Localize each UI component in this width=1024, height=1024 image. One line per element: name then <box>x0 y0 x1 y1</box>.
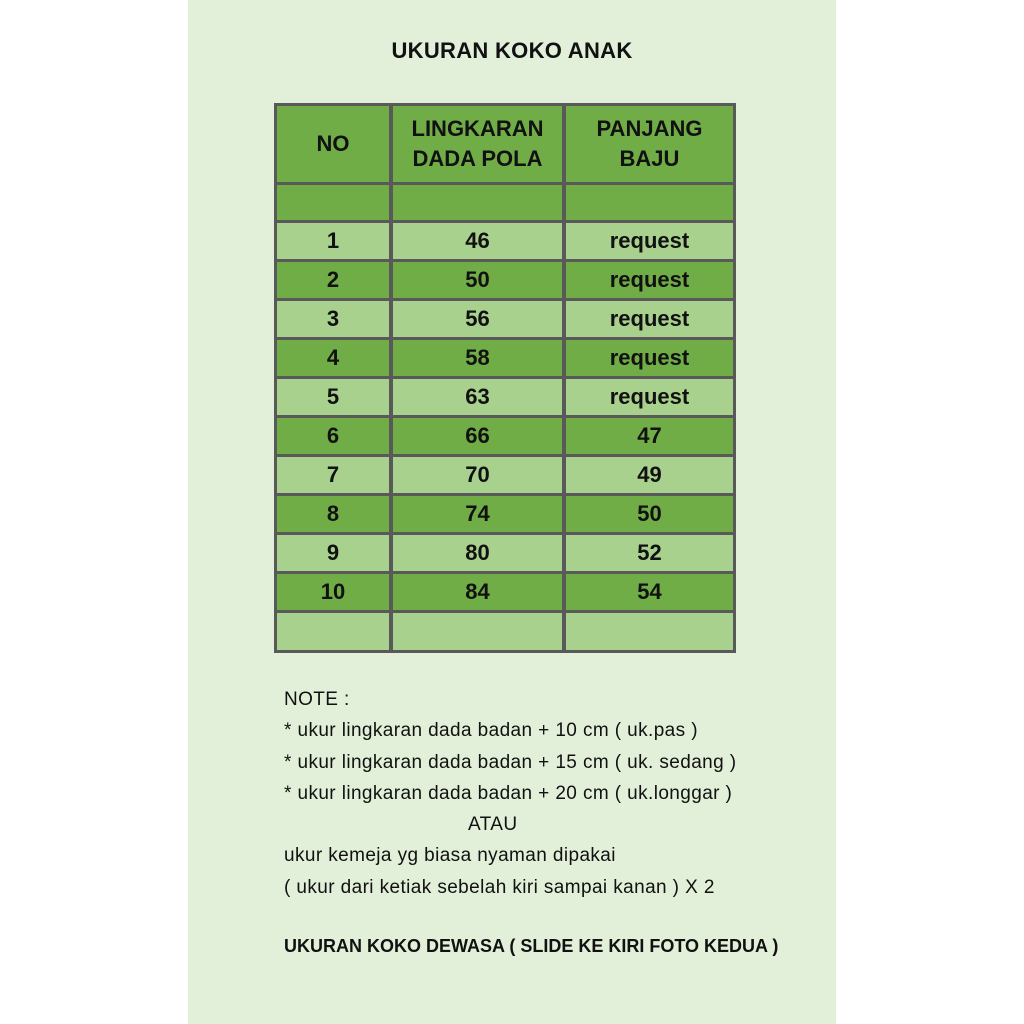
notes-or: ATAU <box>468 814 518 836</box>
header-chest <box>393 106 562 182</box>
notes-alt-line1: ukur kemeja yg biasa nyaman dipakai <box>284 845 616 867</box>
cell-no: 1 <box>277 223 389 259</box>
header-no: NO <box>277 106 389 182</box>
table-row <box>277 301 733 337</box>
cell-length: request <box>566 340 733 376</box>
cell-chest: 63 <box>393 379 562 415</box>
cell-chest: 80 <box>393 535 562 571</box>
size-table <box>274 103 736 653</box>
header-length-line2: BAJU <box>619 146 680 171</box>
notes-alt-line2: ( ukur dari ketiak sebelah kiri sampai kanan ) X 2 <box>284 876 715 898</box>
cell-length <box>566 613 733 650</box>
cell-length: request <box>566 223 733 259</box>
cell-length: request <box>566 262 733 298</box>
note-item: * ukur lingkaran dada badan + 20 cm ( uk.longgar ) <box>284 782 733 804</box>
cell-no: 4 <box>277 340 389 376</box>
table-row <box>277 262 733 298</box>
notes-section <box>284 684 824 903</box>
page-title: UKURAN KOKO ANAK <box>391 38 633 63</box>
header-chest-line2: DADA POLA <box>412 146 543 171</box>
cell-length: 50 <box>566 496 733 532</box>
header-length <box>566 106 733 182</box>
table-row <box>277 613 733 650</box>
cell-chest: 56 <box>393 301 562 337</box>
table-row <box>277 185 733 220</box>
cell-chest: 74 <box>393 496 562 532</box>
cell-chest: 84 <box>393 574 562 610</box>
footer-note: UKURAN KOKO DEWASA ( SLIDE KE KIRI FOTO KEDUA ) <box>284 936 779 956</box>
table-row <box>277 457 733 493</box>
table-row <box>277 496 733 532</box>
cell-no: 5 <box>277 379 389 415</box>
cell-length: 54 <box>566 574 733 610</box>
cell-no: 8 <box>277 496 389 532</box>
note-item: * ukur lingkaran dada badan + 15 cm ( uk. sedang ) <box>284 751 737 773</box>
cell-length: 47 <box>566 418 733 454</box>
cell-length: request <box>566 379 733 415</box>
cell-length: 52 <box>566 535 733 571</box>
cell-no: 9 <box>277 535 389 571</box>
cell-no: 6 <box>277 418 389 454</box>
cell-chest: 50 <box>393 262 562 298</box>
cell-no <box>277 185 389 220</box>
cell-no: 3 <box>277 301 389 337</box>
cell-length: request <box>566 301 733 337</box>
cell-no: 2 <box>277 262 389 298</box>
cell-no: 7 <box>277 457 389 493</box>
note-item: * ukur lingkaran dada badan + 10 cm ( uk.pas ) <box>284 720 698 742</box>
cell-chest <box>393 185 562 220</box>
cell-chest: 58 <box>393 340 562 376</box>
cell-chest: 46 <box>393 223 562 259</box>
cell-chest: 70 <box>393 457 562 493</box>
table-row <box>277 574 733 610</box>
cell-no: 10 <box>277 574 389 610</box>
cell-no <box>277 613 389 650</box>
cell-length <box>566 185 733 220</box>
cell-chest <box>393 613 562 650</box>
cell-length: 49 <box>566 457 733 493</box>
header-length-line1: PANJANG <box>596 116 703 142</box>
table-row <box>277 223 733 259</box>
table-row <box>277 418 733 454</box>
table-row <box>277 535 733 571</box>
notes-heading: NOTE : <box>284 689 350 710</box>
header-chest-line1: LINGKARAN <box>411 116 544 142</box>
table-row <box>277 379 733 415</box>
table-header-row <box>277 106 733 182</box>
cell-chest: 66 <box>393 418 562 454</box>
size-chart-page <box>188 0 836 1024</box>
table-row <box>277 340 733 376</box>
